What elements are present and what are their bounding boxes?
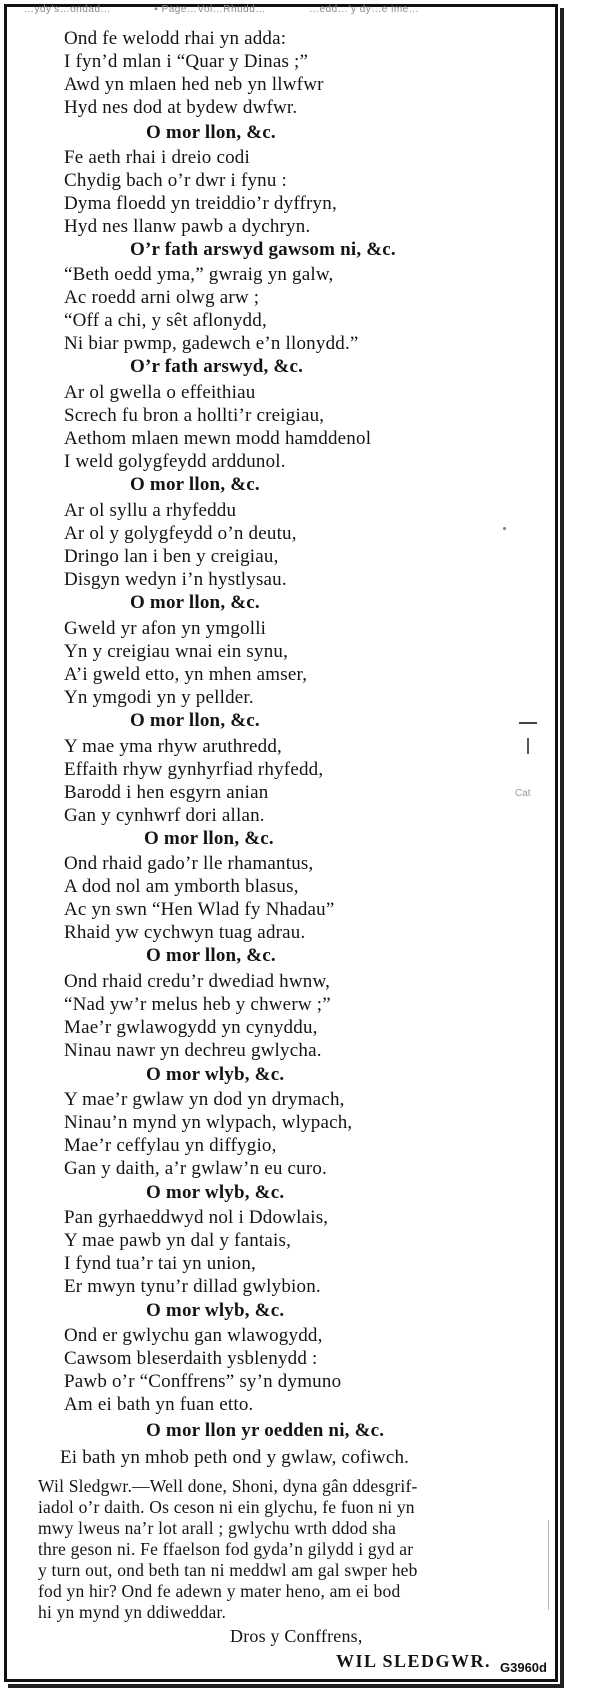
poem-line: Yn y creigiau wnai ein synu, [64,641,289,662]
chorus-line: O mor wlyb, &c. [146,1064,285,1085]
chorus-line: O’r fath arswyd, &c. [130,356,304,377]
chorus-line: O mor llon yr oedden ni, &c. [146,1420,385,1441]
header-strip-fragment: ▪ Page…Vol…Rhudd… [154,4,266,15]
poem-line: A dod nol am ymborth blasus, [64,876,299,897]
poem-line: Er mwyn tynu’r dillad gwlybion. [64,1276,321,1297]
poem-line: Ond fe welodd rhai yn adda: [64,28,287,49]
poem-line: Y mae yma rhyw aruthredd, [64,736,282,757]
poem-line: Ond rhaid credu’r dwediad hwnw, [64,971,331,992]
poem-line: Barodd i hen esgyrn anian [64,782,269,803]
prose-line: mwy lweus na’r lot arall ; gwlychu wrth ddod sha [38,1518,397,1538]
poem-line: Am ei bath yn fuan etto. [64,1394,254,1415]
poem-line: Ac roedd arni olwg arw ; [64,287,260,308]
reference-code: G3960d [500,1660,547,1675]
signature: WIL SLEDGWR. [336,1651,492,1671]
poem-line: Hyd nes llanw pawb a dychryn. [64,216,311,237]
poem-line: I fyn’d mlan i “Quar y Dinas ;” [64,51,309,72]
poem-line: Gan y cynhwrf dori allan. [64,805,265,826]
margin-tick [527,738,529,754]
poem-line: Yn ymgodi yn y pellder. [64,687,254,708]
poem-line: A’i gweld etto, yn mhen amser, [64,664,308,685]
poem-line: Ar ol gwella o effeithiau [64,382,256,403]
chorus-line: O mor wlyb, &c. [146,1182,285,1203]
prose-line: thre geson ni. Fe ffaelson fod gyda’n gilydd i gyd ar [38,1539,414,1559]
poem-line: “Beth oedd yma,” gwraig yn galw, [64,264,334,285]
poem-line: Screch fu bron a hollti’r creigiau, [64,405,325,426]
speck-mark [503,527,506,530]
poem-line: Ar ol syllu a rhyfeddu [64,500,237,521]
poem-line: Dyma floedd yn treiddio’r dyffryn, [64,193,337,214]
margin-rule [548,1520,549,1610]
poem-line: Mae’r gwlawogydd yn cynyddu, [64,1017,318,1038]
poem-line: Ac yn swn “Hen Wlad fy Nhadau” [64,899,335,920]
poem-line: Ni biar pwmp, gadewch e’n llonydd.” [64,333,359,354]
poem-line: Ond rhaid gado’r lle rhamantus, [64,853,314,874]
prose-line: fod yn hir? Ond fe adewn y mater heno, am ei bod [38,1581,401,1601]
poem-line: Y mae pawb yn dal y fantais, [64,1230,292,1251]
header-strip [24,4,534,18]
poem-line: Disgyn wedyn i’n hystlysau. [64,569,287,590]
poem-line: Awd yn mlaen hed neb yn llwfwr [64,74,324,95]
poem-line: Cawsom bleserdaith ysblenydd : [64,1348,318,1369]
prose-line: iadol o’r daith. Os ceson ni ein glychu, fe fuon ni yn [38,1497,415,1517]
poem-line: Ond er gwlychu gan wlawogydd, [64,1325,323,1346]
poem-line: “Off a chi, y sêt aflonydd, [64,310,267,331]
chorus-line: O mor llon, &c. [130,592,260,613]
header-strip-fragment: …edd…’y dy…e ime… [309,4,420,15]
poem-line: I fynd tua’r tai yn union, [64,1253,256,1274]
chorus-line: O mor llon, &c. [146,122,276,143]
poem-line: Chydig bach o’r dwr i fynu : [64,170,288,191]
chorus-line: O mor wlyb, &c. [146,1300,285,1321]
poem-line: Ar ol y golygfeydd o’n deutu, [64,523,297,544]
header-strip-fragment: …ydy’s…ondad… [24,4,111,15]
poem-line: Mae’r ceffylau yn diffygio, [64,1135,277,1156]
poem-closing-line: Ei bath yn mhob peth ond y gwlaw, cofiwch. [60,1447,410,1468]
closing-line: Dros y Conffrens, [230,1626,363,1646]
poem-line: Gan y daith, a’r gwlaw’n eu curo. [64,1158,328,1179]
poem-line: I weld golygfeydd arddunol. [64,451,286,472]
poem-line: Fe aeth rhai i dreio codi [64,147,250,168]
poem-line: Ninau nawr yn dechreu gwlycha. [64,1040,322,1061]
prose-line: y turn out, ond beth tan ni meddwl am gal swper heb [38,1560,418,1580]
poem-line: Hyd nes dod at bydew dwfwr. [64,97,298,118]
chorus-line: O mor llon, &c. [144,828,274,849]
margin-dash [519,722,537,724]
side-label: Cat [515,788,531,799]
poem-line: Gweld yr afon yn ymgolli [64,618,267,639]
chorus-line: O mor llon, &c. [130,710,260,731]
poem-line: Y mae’r gwlaw yn dod yn drymach, [64,1089,345,1110]
poem-line: Effaith rhyw gynhyrfiad rhyfedd, [64,759,324,780]
chorus-line: O’r fath arswyd gawsom ni, &c. [130,239,396,260]
chorus-line: O mor llon, &c. [130,474,260,495]
poem-line: Rhaid yw cychwyn tuag adrau. [64,922,306,943]
poem-line: “Nad yw’r melus heb y chwerw ;” [64,994,331,1015]
prose-line: hi yn mynd yn ddiweddar. [38,1602,227,1622]
poem-line: Ninau’n mynd yn wlypach, wlypach, [64,1112,353,1133]
poem-line: Aethom mlaen mewn modd hamddenol [64,428,372,449]
poem-line: Pan gyrhaeddwyd nol i Ddowlais, [64,1207,329,1228]
prose-line: Wil Sledgwr.—Well done, Shoni, dyna gân ddesgrif- [38,1476,418,1496]
poem-line: Dringo lan i ben y creigiau, [64,546,279,567]
chorus-line: O mor llon, &c. [146,945,276,966]
poem-line: Pawb o’r “Conffrens” sy’n dymuno [64,1371,342,1392]
